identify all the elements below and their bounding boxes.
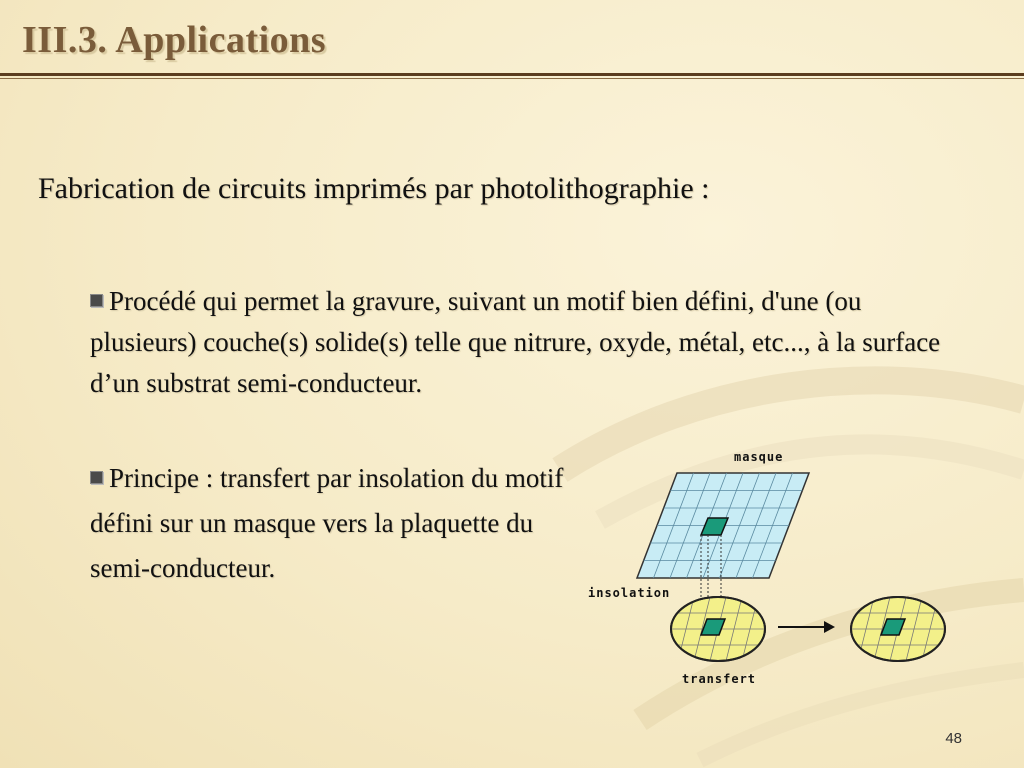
slide-title: III.3. Applications [22,19,327,61]
title-rule-thin [0,78,1024,79]
bullet-text-1: Procédé qui permet la gravure, suivant un motif bien défini, d'une (ou plusieurs) couche(s) solide(s) telle que nitrure, oxyde, métal, etc..., à la surface d’un substrat semi-conducteur. [90,286,941,398]
transfer-label: transfert [682,672,757,686]
title-rule [0,73,1024,76]
bullet-paragraph-1 [90,281,950,404]
arrow-right-icon [778,621,835,633]
bullet-text-2: Principe : transfert par insolation du motif défini sur un masque vers la plaquette du semi-conducteur. [90,463,564,583]
mask [637,473,809,578]
slide-subtitle: Fabrication de circuits imprimés par photolithographie : [38,172,710,205]
square-bullet-icon [90,471,103,484]
square-bullet-icon [90,294,103,307]
bullet-paragraph-2 [90,456,580,591]
photolithography-diagram [580,440,960,700]
page-number: 48 [945,730,962,747]
insolation-label: insolation [588,586,671,600]
mask-label: masque [734,450,784,464]
